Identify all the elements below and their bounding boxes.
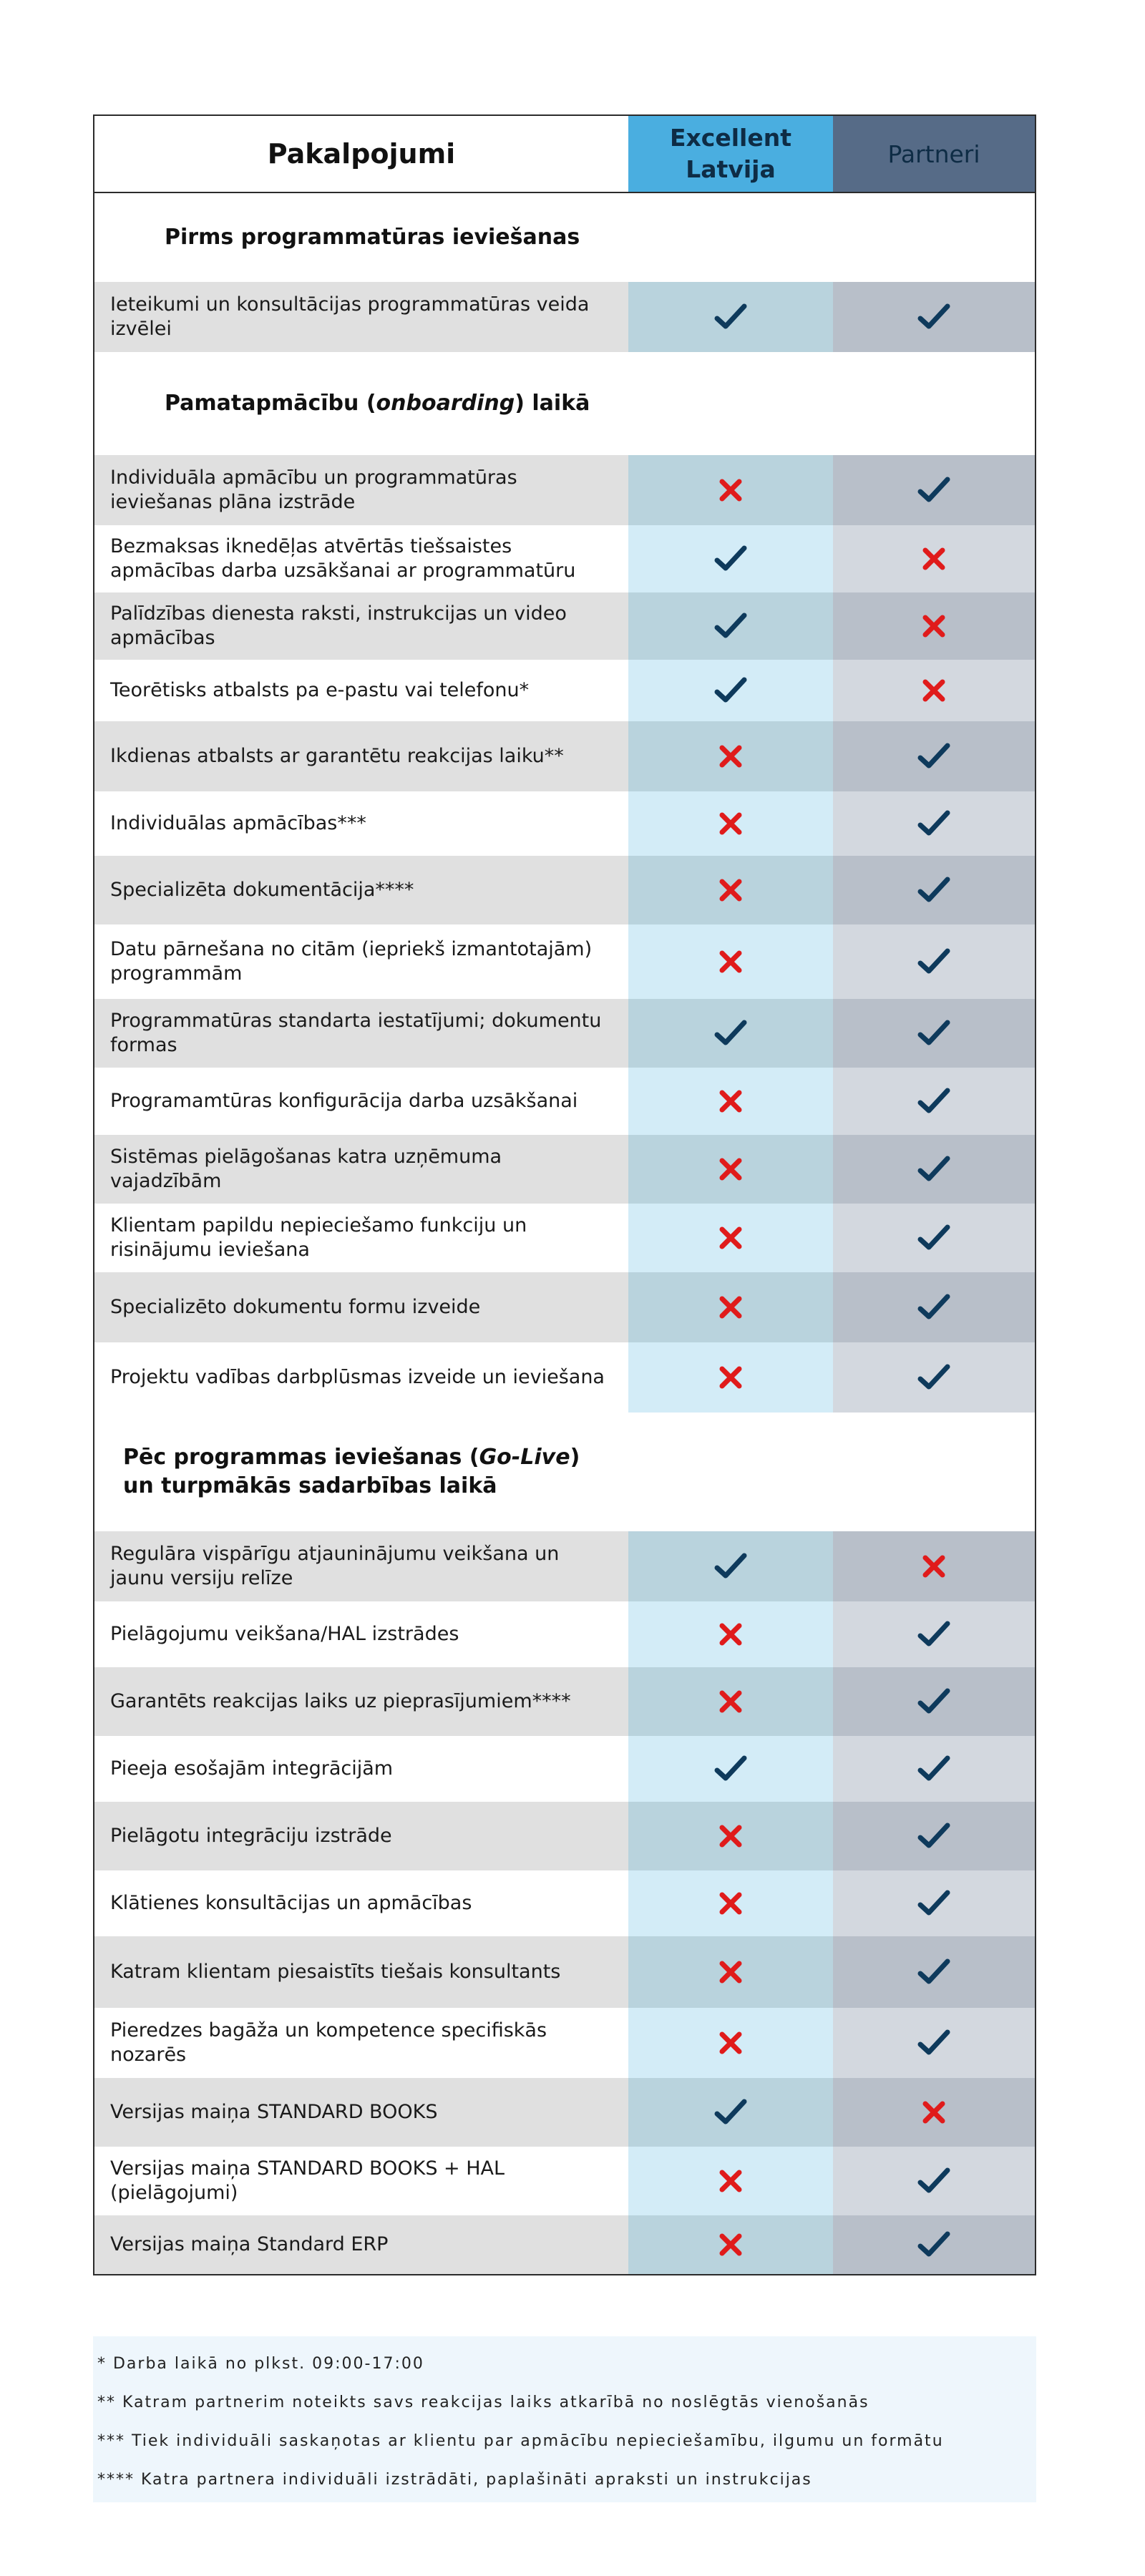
cross-icon bbox=[628, 2147, 833, 2215]
table-row bbox=[94, 856, 1035, 924]
service-label: Projektu vadības darbplūsmas izveide un ieviešana bbox=[94, 1342, 628, 1413]
check-icon bbox=[833, 1870, 1035, 1936]
cross-icon bbox=[628, 1936, 833, 2008]
service-label: Pieeja esošajām integrācijām bbox=[94, 1736, 628, 1802]
service-label: Teorētisks atbalsts pa e-pastu vai telefonu* bbox=[94, 660, 628, 721]
cross-icon bbox=[628, 1667, 833, 1736]
section-title: Pamatapmācību (onboarding) laikā bbox=[165, 391, 590, 416]
table-row bbox=[94, 1531, 1035, 1601]
service-label: Individuālas apmācības*** bbox=[94, 791, 628, 856]
table-row bbox=[94, 2147, 1035, 2215]
service-label: Pieredzes bagāža un kompetence specifiskās nozarēs bbox=[94, 2008, 628, 2078]
check-icon bbox=[628, 2078, 833, 2147]
footnote: ** Katram partnerim noteikts savs reakcijas laiks atkarībā no noslēgtās vienošanās bbox=[97, 2394, 869, 2411]
table-row bbox=[94, 1936, 1035, 2008]
table-row bbox=[94, 592, 1035, 660]
table-row bbox=[94, 1342, 1035, 1413]
table-row bbox=[94, 282, 1035, 352]
check-icon bbox=[833, 1936, 1035, 2008]
service-label: Specializēto dokumentu formu izveide bbox=[94, 1272, 628, 1342]
header-excellent-label: Excellent Latvija bbox=[669, 124, 792, 183]
check-icon bbox=[628, 592, 833, 660]
check-icon bbox=[628, 1531, 833, 1601]
service-label: Datu pārnešana no citām (iepriekš izmantotajām) programmām bbox=[94, 924, 628, 999]
check-icon bbox=[833, 1342, 1035, 1413]
service-label: Versijas maiņa STANDARD BOOKS + HAL (pielāgojumi) bbox=[94, 2147, 628, 2215]
section-title: Pirms programmatūras ieviešanas bbox=[165, 225, 580, 250]
header-partners: Partneri bbox=[833, 116, 1035, 192]
check-icon bbox=[833, 455, 1035, 525]
service-label: Pielāgotu integrāciju izstrāde bbox=[94, 1802, 628, 1870]
check-icon bbox=[833, 924, 1035, 999]
footnote: * Darba laikā no plkst. 09:00-17:00 bbox=[97, 2355, 424, 2373]
table-row bbox=[94, 1870, 1035, 1936]
service-label: Ikdienas atbalsts ar garantētu reakcijas laiku** bbox=[94, 721, 628, 791]
table-row bbox=[94, 999, 1035, 1068]
footnotes-box bbox=[93, 2336, 1036, 2502]
service-label: Palīdzības dienesta raksti, instrukcijas un video apmācības bbox=[94, 592, 628, 660]
table-row bbox=[94, 455, 1035, 525]
check-icon bbox=[628, 525, 833, 592]
check-icon bbox=[833, 1272, 1035, 1342]
cross-icon bbox=[628, 1601, 833, 1667]
table-row bbox=[94, 721, 1035, 791]
check-icon bbox=[833, 791, 1035, 856]
service-label: Klātienes konsultācijas un apmācības bbox=[94, 1870, 628, 1936]
check-icon bbox=[628, 999, 833, 1068]
cross-icon bbox=[628, 1342, 833, 1413]
cross-icon bbox=[628, 1272, 833, 1342]
service-label: Pielāgojumu veikšana/HAL izstrādes bbox=[94, 1601, 628, 1667]
check-icon bbox=[833, 999, 1035, 1068]
service-label: Regulāra vispārīgu atjauninājumu veikšana un jaunu versiju relīze bbox=[94, 1531, 628, 1601]
cross-icon bbox=[833, 660, 1035, 721]
service-label: Versijas maiņa STANDARD BOOKS bbox=[94, 2078, 628, 2147]
cross-icon bbox=[628, 1204, 833, 1272]
cross-icon bbox=[833, 2078, 1035, 2147]
check-icon bbox=[628, 1736, 833, 1802]
cross-icon bbox=[628, 856, 833, 924]
service-label: Klientam papildu nepieciešamo funkciju un risinājumu ieviešana bbox=[94, 1204, 628, 1272]
check-icon bbox=[833, 1601, 1035, 1667]
table-row bbox=[94, 2008, 1035, 2078]
service-label: Individuāla apmācību un programmatūras ieviešanas plāna izstrāde bbox=[94, 455, 628, 525]
check-icon bbox=[833, 1667, 1035, 1736]
table-row bbox=[94, 2078, 1035, 2147]
service-label: Katram klientam piesaistīts tiešais konsultants bbox=[94, 1936, 628, 2008]
service-label: Versijas maiņa Standard ERP bbox=[94, 2215, 628, 2274]
cross-icon bbox=[628, 2215, 833, 2274]
check-icon bbox=[833, 1068, 1035, 1135]
check-icon bbox=[628, 282, 833, 352]
service-label: Ieteikumi un konsultācijas programmatūras veida izvēlei bbox=[94, 282, 628, 352]
check-icon bbox=[833, 2008, 1035, 2078]
cross-icon bbox=[628, 924, 833, 999]
section-title: Pēc programmas ieviešanas (Go-Live) un turpmākās sadarbības laikā bbox=[123, 1445, 580, 1498]
check-icon bbox=[833, 721, 1035, 791]
service-label: Sistēmas pielāgošanas katra uzņēmuma vajadzībām bbox=[94, 1135, 628, 1204]
service-label: Specializēta dokumentācija**** bbox=[94, 856, 628, 924]
table-row bbox=[94, 1068, 1035, 1135]
footnote: *** Tiek individuāli saskaņotas ar klientu par apmācību nepieciešamību, ilgumu un formātu bbox=[97, 2432, 944, 2450]
cross-icon bbox=[833, 1531, 1035, 1601]
cross-icon bbox=[628, 455, 833, 525]
check-icon bbox=[833, 282, 1035, 352]
comparison-table bbox=[93, 114, 1036, 2275]
table-row bbox=[94, 1667, 1035, 1736]
cross-icon bbox=[628, 1802, 833, 1870]
table-row bbox=[94, 1135, 1035, 1204]
check-icon bbox=[833, 1802, 1035, 1870]
check-icon bbox=[833, 2147, 1035, 2215]
cross-icon bbox=[628, 1068, 833, 1135]
check-icon bbox=[833, 2215, 1035, 2274]
cross-icon bbox=[833, 592, 1035, 660]
cross-icon bbox=[628, 2008, 833, 2078]
check-icon bbox=[833, 856, 1035, 924]
table-row bbox=[94, 1736, 1035, 1802]
cross-icon bbox=[628, 721, 833, 791]
check-icon bbox=[628, 660, 833, 721]
check-icon bbox=[833, 1736, 1035, 1802]
table-row bbox=[94, 2215, 1035, 2274]
check-icon bbox=[833, 1204, 1035, 1272]
service-label: Garantēts reakcijas laiks uz pieprasījumiem**** bbox=[94, 1667, 628, 1736]
table-row bbox=[94, 791, 1035, 856]
table-row bbox=[94, 525, 1035, 592]
table-row bbox=[94, 660, 1035, 721]
cross-icon bbox=[628, 1135, 833, 1204]
header-excellent-latvija bbox=[628, 116, 833, 192]
cross-icon bbox=[628, 1870, 833, 1936]
check-icon bbox=[833, 1135, 1035, 1204]
table-row bbox=[94, 1802, 1035, 1870]
header-services-title: Pakalpojumi bbox=[267, 138, 456, 170]
table-row bbox=[94, 924, 1035, 999]
cross-icon bbox=[833, 525, 1035, 592]
service-label: Programamtūras konfigurācija darba uzsākšanai bbox=[94, 1068, 628, 1135]
footnote: **** Katra partnera individuāli izstrādāti, paplašināti apraksti un instrukcijas bbox=[97, 2471, 812, 2489]
table-row bbox=[94, 1204, 1035, 1272]
table-row bbox=[94, 1272, 1035, 1342]
cross-icon bbox=[628, 791, 833, 856]
service-label: Bezmaksas iknedēļas atvērtās tiešsaistes apmācības darba uzsākšanai ar programmatūru bbox=[94, 525, 628, 592]
table-row bbox=[94, 1601, 1035, 1667]
service-label: Programmatūras standarta iestatījumi; dokumentu formas bbox=[94, 999, 628, 1068]
